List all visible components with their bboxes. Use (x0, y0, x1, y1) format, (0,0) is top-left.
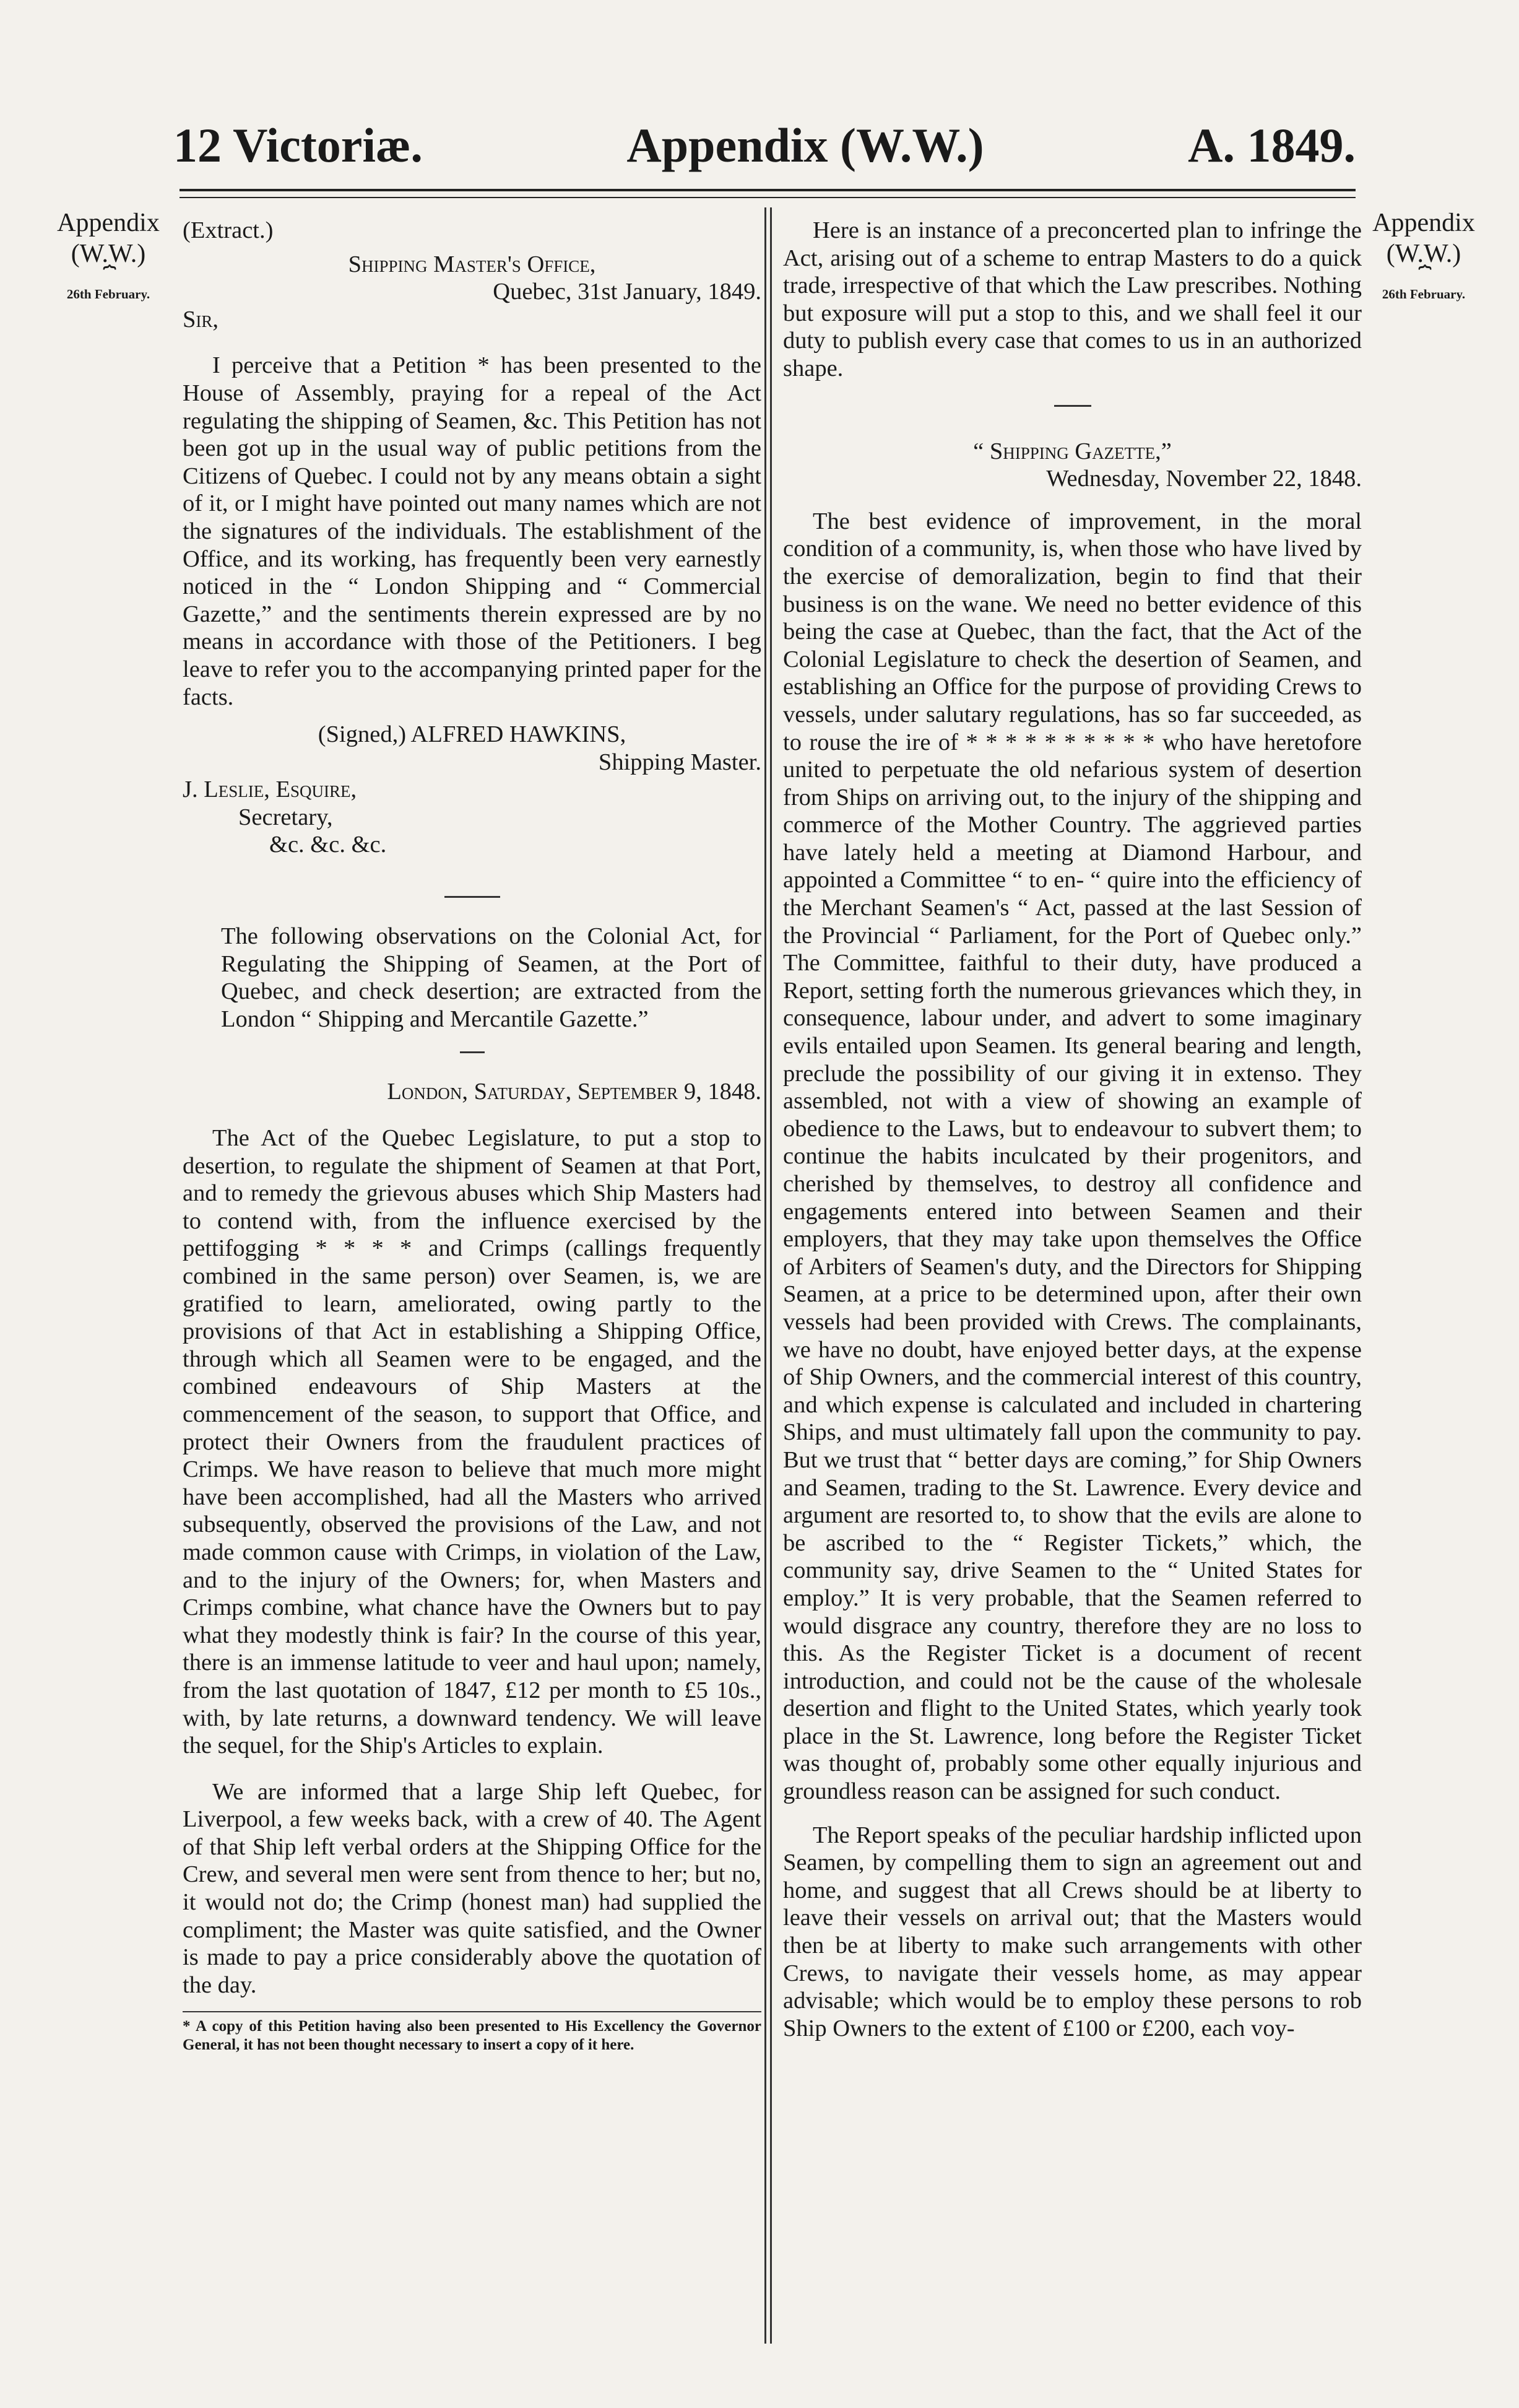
page-header (173, 108, 1356, 183)
header-rule-thick (180, 189, 1356, 191)
margin-appendix-code: (W.W.) (1386, 240, 1461, 268)
letter-place-date: Quebec, 31st January, 1849. (493, 279, 761, 305)
right-column (783, 217, 1362, 2052)
footnote-rule (183, 2011, 761, 2012)
article-paragraph: The Act of the Quebec Legislature, to put a stop to desertion, to regulate the shipment of Seamen at that Port, and to remedy the grievous abuses which Ship Masters had to contend with, from the influence exercised by the pettifogging * * * * and Crimps (callings frequently combined in the same person) over Seamen, is, we are gratified to learn, ameliorated, owing partly to the provisions of that Act in establishing a Shipping Office, through which all Seamen were to be engaged, and the combined endeavours of Ship Masters at the commencement of the season, to support that Office, and protect their Owners from the fraudulent practices of Crimps. We have reason to believe that much more might have been accomplished, had all the Masters who arrived subsequently, observed the provisions of the Law, and not made common cause with Crimps, in violation of the Law, and to the injury of the Owners; for, when Masters and Crimps combine, what chance have the Owners but to pay what they modestly think is fair? In the course of this year, there is an immense latitude to veer and haul upon; namely, from the last quotation of 1847, £12 per month to £5 10s., with, by late returns, a downward tendency. We will leave the sequel, for the Ship's Articles to explain. (183, 1125, 761, 1759)
extract-label: (Extract.) (183, 217, 274, 243)
extract-intro: The following observations on the Colonial Act, for Regulating the Shipping of Seamen, at the Port of Quebec, and check desertion; are extracted from the London “ Shipping and Mercantile Gazette.” (221, 923, 761, 1032)
addressee-etc: &c. &c. &c. (269, 832, 387, 858)
margin-date: 26th February. (1382, 287, 1466, 302)
addressee-title: Secretary, (238, 804, 333, 830)
header-appendix-title: Appendix (W.W.) (626, 118, 984, 172)
margin-appendix-code: (W.W.) (71, 240, 146, 268)
column-divider (770, 207, 772, 2344)
right-margin-note (1362, 207, 1486, 303)
margin-brace-icon: ⏞ (103, 265, 114, 290)
letter-body: I perceive that a Petition * has been presented to the House of Assembly, praying for a repeal of the Act regulating the shipping of Seamen, &c. This Petition has not been got up in the usual way of public petitions from the Citizens of Quebec. I could not by any means obtain a sight of it, or I might have pointed out many names which are not the signatures of the individuals. The establishment of the Office, and its working, has frequently been very earnestly noticed in the “ London Shipping and “ Commercial Gazette,” and the sentiments therein expressed are by no means in accordance with those of the Petitioners. I beg leave to refer you to the accompanying printed paper for the facts. (183, 352, 761, 710)
dateline: London, Saturday, September 9, 1848. (387, 1079, 761, 1105)
section-divider (444, 896, 500, 898)
office-heading: Shipping Master's Office, (348, 251, 596, 277)
section-divider (460, 1051, 485, 1053)
header-session: A. 1849. (1188, 118, 1356, 172)
gazette-title: “ Shipping Gazette,” (973, 438, 1172, 464)
footnote: * A copy of this Petition having also been presented to His Excellency the Governor General, it has not been thought necessary to insert a copy of it here. (183, 2018, 761, 2054)
column-divider (764, 207, 766, 2344)
margin-appendix-label: Appendix (1372, 209, 1475, 237)
left-margin-note (46, 207, 170, 303)
header-rule-thin (180, 197, 1356, 198)
section-divider (1054, 405, 1091, 407)
article-paragraph: The Report speaks of the peculiar hardship inflicted upon Seamen, by compelling them to sign an agreement out and home, and suggest that all Crews should be at liberty to leave their vessels on arrival out; that the Masters would then be at liberty to make such arrangements with other Crews, to navigate their vessels home, as may appear advisable; which would be to employ these persons to rob Ship Owners to the extent of £100 or £200, each voy- (783, 1822, 1362, 2041)
signer-title: Shipping Master. (598, 749, 761, 775)
margin-appendix-label: Appendix (57, 209, 160, 237)
article-paragraph: The best evidence of improvement, in the moral condition of a community, is, when those who have lived by the exercise of demoralization, begin to find that their business is on the wane. We need no better evidence of this being the case at Quebec, than the fact, that the Act of the Colonial Legislature to check the desertion of Seamen, and establishing an Office for the purpose of providing Crews to vessels, under salutary regulations, has so far succeeded, as to rouse the ire of * * * * * * * * * * who have heretofore united to perpetuate the old nefarious system of desertion from Ships on arriving out, to the injury of the shipping and commerce of the Mother Country. The aggrieved parties have lately held a meeting at Diamond Harbour, and appointed a Committee “ to en- “ quire into the efficiency of the Merchant Seamen's “ Act, passed at the last Session of the Provincial “ Parliament, for the Port of Quebec only.” The Committee, faithful to their duty, have produced a Report, setting forth the numerous grievances which they, in consequence, labour under, and advert to some imaginary evils entailed upon Seamen. Its general bearing and length, preclude the possibility of our giving it in extenso. They assembled, not with a view of showing an example of obedience to the Laws, but to endeavour to subvert them; to continue the habits inculcated by their progenitors, and cherished by themselves, to destroy all confidence and engagements entered into between Seamen and their employers, that they may take upon themselves the Office of Arbiters of Seamen's duty, and the Directors for Shipping Seamen, at a price to be determined upon, after their own vessels had been provided with Crews. The complainants, we have no doubt, have enjoyed better days, at the expense of Ship Owners, and the commercial interest of this country, and which expense is calculated and included in chartering Ships, and must ultimately fall upon the community to pay. But we trust that “ better days are coming,” for Ship Owners and Seamen, trading to the St. Lawrence. Every device and argument are resorted to, to show that the evils are alone to be ascribed to the “ Register Tickets,” which, the community say, drive Seamen to the “ United States for employ.” It is very probable, that the Seamen referred to would disgrace any country, therefore they are no loss to this. As the Register Ticket is a document of recent introduction, and could not be the cause of the wholesale desertion and flight to the United States, which yearly took place in the St. Lawrence, long before the Register Ticket was thought of, probably some other equally injurious and groundless reason can be assigned for such conduct. (783, 508, 1362, 1805)
article-paragraph: We are informed that a large Ship left Quebec, for Liverpool, a few weeks back, with a crew of 40. The Agent of that Ship left verbal orders at the Shipping Office for the Crew, and several men were sent from thence to her; but no, it would not do; the Crimp (honest man) had supplied the compliment; the Master was quite satisfied, and the Owner is made to pay a price considerably above the quotation of the day. (183, 1778, 761, 1998)
article-paragraph: Here is an instance of a preconcerted plan to infringe the Act, arising out of a scheme to entrap Masters to do a quick trade, irrespective of that which the Law prescribes. Nothing but exposure will put a stop to this, and we shall feel it our duty to publish every case that comes to us in an authorized shape. (783, 217, 1362, 381)
letter-signature: (Signed,) ALFRED HAWKINS, (318, 721, 626, 748)
margin-date: 26th February. (66, 287, 150, 302)
left-column (183, 217, 761, 2054)
header-regnal-year: 12 Victoriæ. (173, 118, 423, 172)
addressee-name: J. Leslie, Esquire, (183, 776, 357, 803)
letter-salutation: Sir, (183, 306, 219, 333)
gazette-date: Wednesday, November 22, 1848. (1046, 466, 1362, 492)
margin-brace-icon: ⏞ (1418, 265, 1429, 290)
